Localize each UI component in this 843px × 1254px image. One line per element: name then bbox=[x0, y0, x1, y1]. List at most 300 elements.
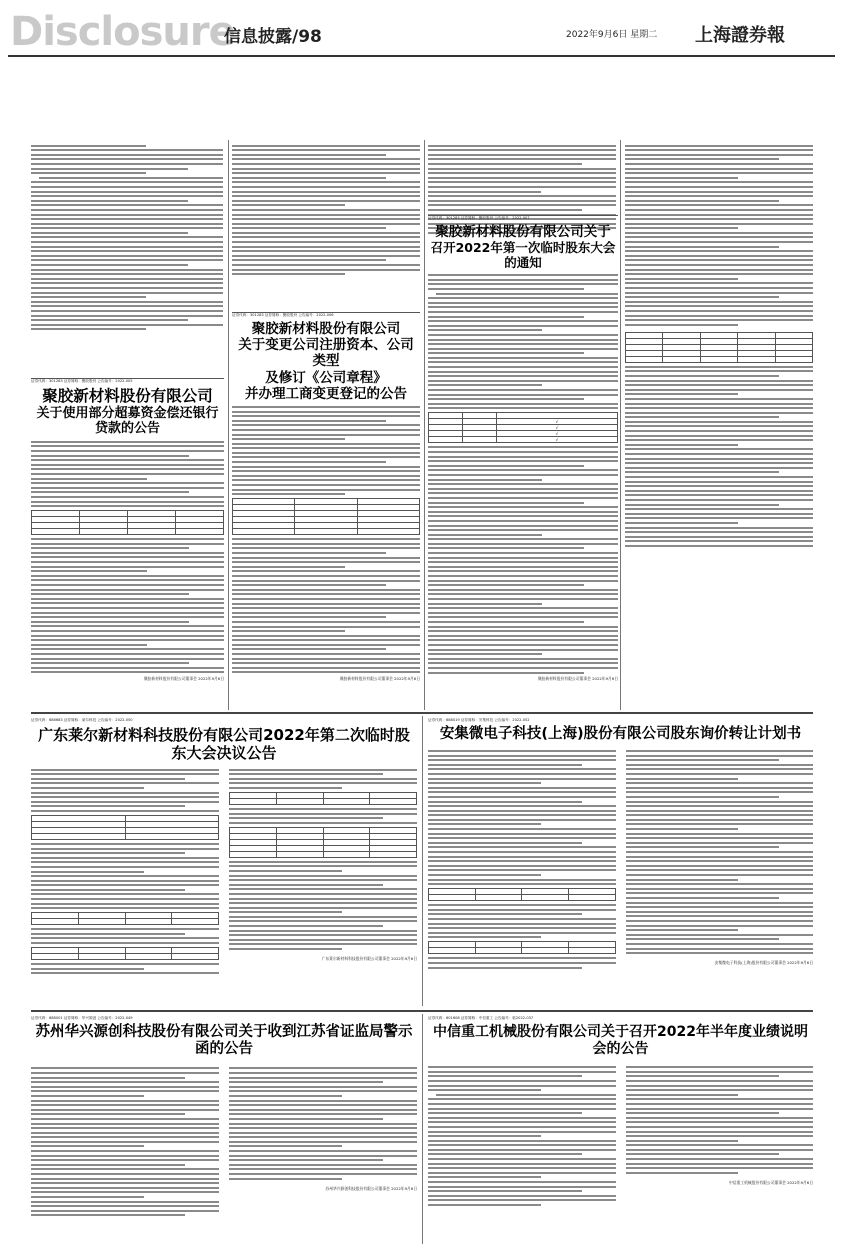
body-text-line bbox=[31, 305, 223, 307]
body-text-line bbox=[428, 1163, 616, 1165]
body-text-line bbox=[625, 282, 813, 284]
body-text-line bbox=[31, 575, 224, 577]
body-text-line bbox=[31, 933, 185, 935]
body-text-line bbox=[625, 191, 813, 193]
body-text-line bbox=[626, 883, 814, 885]
body-text-line bbox=[428, 204, 616, 206]
body-text-line bbox=[428, 909, 616, 911]
body-text-line bbox=[232, 420, 386, 422]
voting-table bbox=[625, 332, 813, 363]
body-text-line bbox=[625, 273, 813, 275]
body-text-line bbox=[428, 856, 616, 858]
body-text-line bbox=[31, 1178, 219, 1180]
body-text-line bbox=[428, 1190, 582, 1192]
body-text-line bbox=[428, 635, 618, 637]
table-cell bbox=[429, 437, 463, 443]
body-text-line bbox=[626, 911, 814, 913]
body-text-line bbox=[229, 817, 383, 819]
body-text-line bbox=[428, 515, 618, 517]
body-text-line bbox=[229, 1081, 383, 1083]
table-cell bbox=[475, 895, 522, 901]
body-text-line bbox=[31, 301, 223, 303]
body-text-line bbox=[428, 851, 616, 853]
body-text-line bbox=[31, 241, 223, 243]
body-text-line bbox=[428, 306, 618, 308]
body-text-line bbox=[31, 172, 146, 174]
body-text-line bbox=[232, 163, 420, 165]
notice-zhongxin-earnings-call bbox=[428, 1016, 813, 1244]
continued-text-block bbox=[31, 142, 223, 376]
body-text-line bbox=[232, 653, 420, 655]
body-text-line bbox=[428, 163, 582, 165]
body-text-line bbox=[232, 648, 386, 650]
body-text-line bbox=[436, 293, 618, 295]
body-text-line bbox=[31, 644, 147, 646]
body-text-line bbox=[31, 907, 219, 909]
body-text-line bbox=[428, 913, 582, 915]
body-text-line bbox=[31, 792, 219, 794]
body-text-line bbox=[428, 1112, 582, 1114]
body-text-line bbox=[31, 487, 224, 489]
body-text-line bbox=[625, 158, 779, 160]
body-text-line bbox=[625, 366, 813, 368]
body-text-line bbox=[428, 814, 616, 816]
body-text-line bbox=[31, 889, 185, 891]
body-text-line bbox=[626, 801, 814, 803]
body-text-line bbox=[31, 310, 223, 312]
stock-code-line: 证券代码：688683 证券简称：莱尔科技 公告编号：2022-050 bbox=[31, 718, 133, 722]
body-text-line bbox=[232, 484, 420, 486]
body-text-line bbox=[625, 181, 813, 183]
body-text-line bbox=[625, 223, 813, 225]
body-text-line bbox=[232, 461, 386, 463]
body-text-line bbox=[428, 325, 618, 327]
body-text-line bbox=[232, 195, 420, 197]
body-text-line bbox=[31, 236, 223, 238]
body-text-line bbox=[626, 1135, 814, 1137]
body-text-line bbox=[232, 200, 420, 202]
body-text-line bbox=[625, 200, 779, 202]
body-text-line bbox=[625, 241, 813, 243]
body-text-line bbox=[428, 782, 541, 784]
body-text-line bbox=[428, 823, 541, 825]
body-text-line bbox=[229, 1095, 342, 1097]
body-text-line bbox=[229, 934, 417, 936]
body-text-line bbox=[428, 168, 616, 170]
body-text-line bbox=[428, 1144, 616, 1146]
body-text-line bbox=[229, 778, 417, 780]
body-text-line bbox=[232, 547, 420, 549]
column-divider bbox=[620, 140, 621, 710]
body-text-line bbox=[428, 375, 618, 377]
body-text-line bbox=[625, 370, 813, 372]
body-text-line bbox=[31, 1113, 185, 1115]
body-text-line bbox=[229, 911, 342, 913]
body-text-line bbox=[428, 1186, 616, 1188]
body-text-line bbox=[428, 778, 616, 780]
body-text-line bbox=[625, 494, 813, 496]
body-text-line bbox=[428, 612, 618, 614]
body-text-line bbox=[428, 288, 584, 290]
body-text-line bbox=[232, 607, 420, 609]
body-text-line bbox=[428, 630, 618, 632]
table-cell bbox=[475, 948, 522, 954]
body-text-line bbox=[428, 172, 616, 174]
body-text-line bbox=[31, 898, 219, 900]
body-text-line bbox=[428, 547, 584, 549]
body-text-line bbox=[625, 389, 813, 391]
body-text-line bbox=[39, 177, 223, 179]
body-text-line bbox=[428, 1204, 541, 1206]
body-text-line bbox=[428, 644, 618, 646]
body-text-line bbox=[626, 1080, 814, 1082]
body-text-line bbox=[31, 1187, 219, 1189]
body-text-line bbox=[229, 1090, 417, 1092]
proposal-table bbox=[428, 412, 618, 443]
body-text-line bbox=[229, 782, 417, 784]
notice-signature: 中信重工机械股份有限公司董事会 2022年9月6日 bbox=[728, 1179, 813, 1185]
body-text-line bbox=[428, 1167, 616, 1169]
body-text-line bbox=[626, 943, 814, 945]
body-text-line bbox=[31, 1159, 219, 1161]
body-text-line bbox=[428, 552, 618, 554]
body-text-line bbox=[626, 755, 814, 757]
body-text-line bbox=[625, 476, 813, 478]
body-text-line bbox=[625, 462, 813, 464]
body-text-line bbox=[229, 1159, 383, 1161]
body-text-line bbox=[428, 764, 582, 766]
stock-code-line: 证券代码：688019 证券简称：安集科技 公告编号：2022-052 bbox=[428, 718, 530, 722]
table-cell bbox=[32, 919, 79, 925]
body-text-line bbox=[229, 870, 342, 872]
body-text-line bbox=[428, 543, 618, 545]
body-text-line bbox=[31, 1155, 219, 1157]
body-text-line bbox=[428, 1140, 616, 1142]
table-cell bbox=[522, 948, 569, 954]
body-text-line bbox=[625, 499, 813, 501]
body-text-line bbox=[31, 861, 219, 863]
body-text-line bbox=[428, 329, 542, 331]
body-text-line bbox=[31, 319, 188, 321]
body-text-line bbox=[232, 273, 345, 275]
stock-code-line: 证券代码：301283 证券简称：聚胶股份 公告编号：2022-005 bbox=[31, 379, 133, 383]
body-text-line bbox=[626, 1140, 739, 1142]
body-text-line bbox=[428, 465, 584, 467]
body-text-line bbox=[31, 671, 224, 673]
body-text-line bbox=[428, 791, 616, 793]
body-text-line bbox=[31, 315, 223, 317]
body-text-line bbox=[626, 1075, 780, 1077]
body-text-line bbox=[625, 163, 813, 165]
body-text-line bbox=[428, 580, 618, 582]
body-text-line bbox=[232, 246, 420, 248]
body-text-line bbox=[626, 1167, 814, 1169]
body-text-line bbox=[232, 580, 420, 582]
body-text-line bbox=[31, 324, 223, 326]
table-cell bbox=[78, 954, 125, 960]
disclosure-logo: Disclosure bbox=[10, 9, 235, 55]
body-text-line bbox=[31, 168, 188, 170]
body-text-line bbox=[625, 209, 813, 211]
notice-signature: 苏州华兴源创科技股份有限公司董事会 2022年9月6日 bbox=[325, 1185, 417, 1191]
body-text-line bbox=[428, 297, 618, 299]
body-text-line bbox=[428, 506, 618, 508]
body-text-line bbox=[229, 1173, 417, 1175]
body-text-line bbox=[428, 787, 616, 789]
body-text-line bbox=[232, 415, 420, 417]
table-cell bbox=[78, 919, 125, 925]
body-text-line bbox=[229, 939, 417, 941]
body-text-line bbox=[232, 429, 420, 431]
body-text-line bbox=[428, 584, 584, 586]
body-text-line bbox=[428, 667, 618, 669]
fund-usage-table bbox=[31, 510, 224, 535]
body-text-line bbox=[232, 241, 420, 243]
body-text-line bbox=[232, 438, 345, 440]
body-text-line bbox=[428, 279, 618, 281]
body-text-line bbox=[232, 447, 420, 449]
body-text-line bbox=[428, 607, 618, 609]
body-text-line bbox=[428, 529, 618, 531]
body-text-line bbox=[31, 598, 224, 600]
body-text-line bbox=[31, 218, 223, 220]
body-text-line bbox=[625, 425, 813, 427]
section-divider bbox=[31, 1010, 813, 1012]
body-text-line bbox=[229, 925, 383, 927]
body-text-line bbox=[428, 1080, 616, 1082]
body-text-line bbox=[625, 172, 813, 174]
column-divider bbox=[422, 716, 423, 1006]
body-text-line bbox=[31, 1201, 219, 1203]
body-text-line bbox=[31, 445, 224, 447]
body-text-line bbox=[625, 421, 813, 423]
body-text-line bbox=[625, 177, 738, 179]
body-text-line bbox=[232, 218, 420, 220]
body-text-line bbox=[31, 1095, 144, 1097]
table-cell: √ bbox=[496, 419, 617, 425]
body-text-line bbox=[232, 191, 420, 193]
body-text-line bbox=[31, 848, 219, 850]
body-text-line bbox=[428, 456, 618, 458]
body-text-line bbox=[232, 671, 420, 673]
body-text-line bbox=[626, 952, 814, 954]
body-text-line bbox=[232, 236, 420, 238]
table-cell bbox=[230, 798, 277, 804]
body-text-line bbox=[31, 593, 189, 595]
body-text-line bbox=[229, 1072, 417, 1074]
table-cell bbox=[429, 948, 476, 954]
body-text-line bbox=[232, 406, 420, 408]
body-text-line bbox=[626, 1066, 814, 1068]
body-text-line bbox=[232, 452, 420, 454]
body-text-line bbox=[436, 1094, 616, 1096]
body-text-line bbox=[625, 149, 813, 151]
body-text-line bbox=[31, 1100, 219, 1102]
table-cell bbox=[626, 356, 663, 362]
table-cell bbox=[700, 356, 737, 362]
column-divider bbox=[422, 1014, 423, 1244]
body-text-line bbox=[428, 593, 618, 595]
body-text-line bbox=[31, 1127, 219, 1129]
body-text-line bbox=[428, 566, 618, 568]
voting-result-table bbox=[229, 792, 417, 805]
body-text-line bbox=[625, 430, 813, 432]
body-text-line bbox=[625, 531, 813, 533]
body-text-line bbox=[625, 527, 813, 529]
table-cell bbox=[172, 919, 219, 925]
body-text-line bbox=[229, 907, 417, 909]
body-text-line bbox=[31, 491, 189, 493]
body-text-line bbox=[31, 552, 224, 554]
body-text-line bbox=[31, 810, 219, 812]
body-text-line bbox=[428, 389, 618, 391]
body-text-line bbox=[31, 963, 219, 965]
body-text-line bbox=[625, 517, 813, 519]
body-text-line bbox=[31, 204, 223, 206]
table-cell bbox=[357, 529, 419, 535]
body-text-line bbox=[232, 269, 420, 271]
body-text-line bbox=[625, 227, 738, 229]
body-text-line bbox=[232, 552, 386, 554]
body-text-line bbox=[232, 575, 420, 577]
body-text-line bbox=[31, 937, 219, 939]
masthead bbox=[0, 0, 843, 58]
table-cell bbox=[80, 529, 128, 535]
body-text-line bbox=[626, 906, 814, 908]
body-text-line bbox=[428, 672, 584, 674]
body-text-line bbox=[428, 352, 584, 354]
body-text-line bbox=[626, 869, 814, 871]
body-text-line bbox=[626, 1121, 814, 1123]
notice-juling-charter-change bbox=[232, 312, 420, 709]
body-text-line bbox=[31, 621, 189, 623]
body-text-line bbox=[428, 869, 616, 871]
body-text-line bbox=[232, 658, 420, 660]
body-text-line bbox=[625, 315, 813, 317]
body-text-line bbox=[626, 892, 814, 894]
body-text-line bbox=[229, 865, 417, 867]
body-text-line bbox=[31, 616, 224, 618]
section-divider bbox=[31, 712, 813, 714]
body-text-line bbox=[428, 145, 616, 147]
body-text-line bbox=[229, 1150, 417, 1152]
body-text-line bbox=[31, 805, 185, 807]
body-text-line bbox=[31, 191, 223, 193]
body-text-line bbox=[626, 897, 780, 899]
body-text-line bbox=[31, 968, 144, 970]
body-text-line bbox=[232, 557, 420, 559]
notice-company: 聚胶新材料股份有限公司 bbox=[42, 387, 213, 405]
table-cell bbox=[176, 529, 224, 535]
table-row bbox=[233, 529, 420, 535]
body-text-line bbox=[626, 1071, 814, 1073]
stock-code-line: 证券代码：301283 证券简称：聚胶股份 公告编号：2022-006 bbox=[232, 313, 334, 317]
body-text-line bbox=[31, 255, 223, 257]
body-text-line bbox=[428, 865, 616, 867]
body-text-line bbox=[31, 214, 223, 216]
body-text-line bbox=[229, 861, 417, 863]
body-text-line bbox=[625, 467, 813, 469]
body-text-line bbox=[626, 1098, 814, 1100]
body-text-line bbox=[31, 538, 224, 540]
body-text-line bbox=[625, 398, 813, 400]
body-text-line bbox=[625, 407, 813, 409]
body-text-line bbox=[31, 246, 223, 248]
notice-anji-share-transfer bbox=[428, 718, 813, 1006]
body-text-line bbox=[428, 598, 618, 600]
notice-company: 聚胶新材料股份有限公司关于 bbox=[435, 224, 611, 240]
body-text-line bbox=[625, 218, 813, 220]
body-text-line bbox=[31, 566, 224, 568]
charter-amendment-table bbox=[232, 498, 420, 535]
body-text-line bbox=[626, 750, 814, 752]
body-text-line bbox=[31, 1145, 144, 1147]
body-text-line bbox=[31, 1168, 219, 1170]
body-text-line bbox=[232, 621, 420, 623]
body-text-line bbox=[428, 158, 616, 160]
body-text-line bbox=[232, 177, 386, 179]
body-text-line bbox=[229, 1145, 342, 1147]
body-text-line bbox=[428, 621, 584, 623]
body-text-line bbox=[232, 424, 420, 426]
body-text-line bbox=[428, 1108, 616, 1110]
body-text-line bbox=[31, 1123, 219, 1125]
body-text-line bbox=[31, 607, 224, 609]
body-text-line bbox=[428, 451, 618, 453]
body-text-line bbox=[428, 967, 582, 969]
body-text-line bbox=[428, 398, 584, 400]
table-cell bbox=[370, 798, 417, 804]
body-text-line bbox=[232, 149, 420, 151]
body-text-line bbox=[428, 474, 618, 476]
table-cell bbox=[568, 895, 615, 901]
body-text-line bbox=[626, 1103, 814, 1105]
body-text-line bbox=[31, 1072, 219, 1074]
body-text-line bbox=[428, 801, 582, 803]
body-text-line bbox=[232, 145, 420, 147]
body-text-line bbox=[31, 1109, 219, 1111]
body-text-line bbox=[625, 232, 813, 234]
table-cell bbox=[230, 851, 277, 857]
body-text-line bbox=[31, 1182, 219, 1184]
body-text-line bbox=[625, 301, 813, 303]
body-text-line bbox=[626, 925, 814, 927]
body-text-line bbox=[625, 453, 813, 455]
table-cell bbox=[125, 954, 172, 960]
table-row bbox=[32, 919, 219, 925]
body-text-line bbox=[428, 750, 616, 752]
table-cell bbox=[323, 851, 370, 857]
notice-signature: 安集微电子科技(上海)股份有限公司董事会 2022年9月6日 bbox=[714, 960, 813, 966]
body-text-line bbox=[625, 380, 813, 382]
body-text-line bbox=[31, 787, 144, 789]
body-text-line bbox=[31, 843, 219, 845]
body-text-line bbox=[31, 1196, 144, 1198]
body-text-line bbox=[625, 435, 813, 437]
notice-title: 关于使用部分超募资金偿还银行贷款的公告 bbox=[36, 405, 219, 437]
body-text-line bbox=[31, 648, 224, 650]
body-text-line bbox=[232, 566, 345, 568]
body-text-line bbox=[625, 255, 813, 257]
body-text-line bbox=[229, 893, 417, 895]
body-text-line bbox=[31, 857, 219, 859]
stock-code-line: 证券代码：688001 证券简称：华兴源创 公告编号：2022-049 bbox=[31, 1016, 133, 1020]
body-text-line bbox=[229, 888, 417, 890]
body-text-line bbox=[625, 195, 813, 197]
body-text-line bbox=[428, 557, 618, 559]
body-text-line bbox=[31, 278, 223, 280]
body-text-line bbox=[232, 204, 345, 206]
